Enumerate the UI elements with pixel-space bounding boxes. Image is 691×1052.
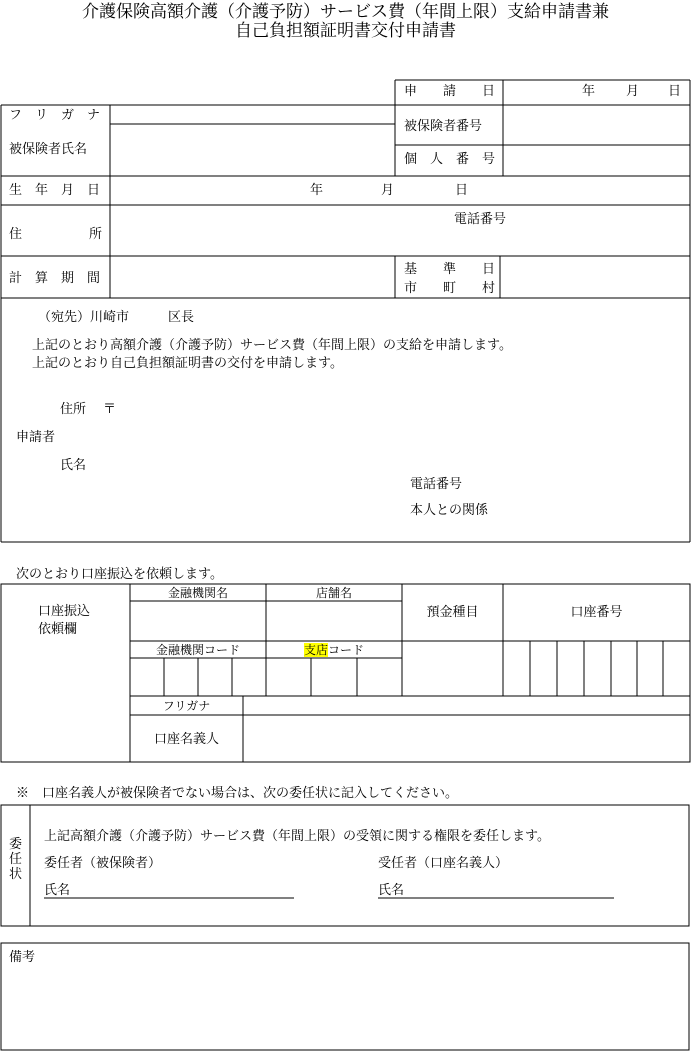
delegator-label: 委任者（被保険者） — [44, 856, 162, 871]
branch-name-label: 店舗名 — [315, 586, 352, 600]
deposit-type-input[interactable] — [403, 642, 502, 695]
branch-code-highlight: 支店 — [303, 643, 328, 657]
proxy-statement: 上記高額介護（介護予防）サービス費（年間上限）の受領に関する権限を委任します。 — [44, 829, 550, 844]
form-title-line2: 自己負担額証明書交付申請書 — [235, 21, 456, 41]
proxy-side-label-1: 委 — [9, 837, 23, 852]
birth-month-label: 月 — [381, 183, 395, 198]
period-input[interactable] — [111, 257, 394, 297]
applicant-phone-label: 電話番号 — [410, 477, 463, 492]
bank-section-label-2: 依頼欄 — [38, 622, 78, 637]
bank-section-label-1: 口座振込 — [38, 604, 91, 619]
branch-code-label — [266, 644, 402, 656]
insured-name-label: 被保険者氏名 — [9, 142, 88, 157]
account-holder-input[interactable] — [244, 716, 689, 761]
applicant-name-label: 氏名 — [60, 458, 87, 473]
account-number-label: 口座番号 — [570, 605, 623, 620]
insured-number-input[interactable] — [504, 106, 689, 144]
applicant-label: 申請者 — [16, 430, 56, 445]
birth-day-label: 日 — [455, 183, 469, 198]
birthdate-label: 生 年 月 日 — [9, 183, 101, 198]
delegator-name-input[interactable] — [72, 880, 294, 898]
ref-date-input[interactable] — [501, 257, 689, 297]
address-label-right: 所 — [89, 227, 103, 242]
furigana-label: フ リ ガ ナ — [9, 108, 101, 123]
form-title-line1: 介護保険高額介護（介護予防）サービス費（年間上限）支給申請書兼 — [82, 2, 609, 22]
account-furigana-label: フリガナ — [162, 699, 211, 713]
branch-code-suffix: コード — [328, 643, 365, 657]
address-input[interactable] — [111, 206, 689, 255]
municipality-label: 市 町 村 — [404, 281, 496, 296]
remarks-label: 備考 — [9, 950, 36, 965]
institution-name-input[interactable] — [131, 602, 265, 640]
delegatee-name-label: 氏名 — [378, 883, 405, 898]
delegator-name-label: 氏名 — [44, 883, 71, 898]
address-label-left: 住 — [9, 227, 23, 242]
account-holder-label: 口座名義人 — [153, 732, 219, 747]
proxy-side-label-3: 状 — [9, 867, 23, 882]
period-label: 計 算 期 間 — [9, 271, 101, 286]
relation-label: 本人との関係 — [410, 503, 489, 518]
insured-name-input[interactable] — [111, 125, 394, 175]
apply-year-label: 年 — [582, 84, 596, 99]
branch-name-input[interactable] — [267, 602, 401, 640]
proxy-note: ※ 口座名義人が被保険者でない場合は、次の委任状に記入してください。 — [16, 786, 459, 801]
birth-year-label: 年 — [310, 183, 324, 198]
institution-code-label: 金融機関コード — [155, 643, 240, 657]
statement-payment: 上記のとおり高額介護（介護予防）サービス費（年間上限）の支給を申請します。 — [32, 338, 512, 353]
delegatee-label: 受任者（口座名義人） — [378, 856, 509, 871]
deposit-type-label: 預金種目 — [426, 605, 479, 620]
proxy-side-label-2: 任 — [9, 852, 23, 867]
personal-number-label: 個 人 番 号 — [404, 152, 496, 167]
apply-day-label: 日 — [668, 84, 682, 99]
statement-certificate: 上記のとおり自己負担額証明書の交付を申請します。 — [32, 356, 343, 371]
account-furigana-input[interactable] — [244, 697, 689, 714]
addressee: （宛先）川崎市 区長 — [38, 310, 195, 325]
applicant-address-label: 住所 — [60, 402, 87, 417]
ref-date-label: 基 準 日 — [404, 262, 496, 277]
apply-month-label: 月 — [626, 84, 640, 99]
address-phone-label: 電話番号 — [454, 212, 507, 227]
bank-intro: 次のとおり口座振込を依頼します。 — [16, 567, 223, 582]
insured-number-label: 被保険者番号 — [404, 119, 483, 134]
delegatee-name-input[interactable] — [406, 880, 614, 898]
institution-name-label: 金融機関名 — [167, 586, 228, 600]
remarks-input[interactable] — [2, 966, 688, 1049]
postal-mark: 〒 — [103, 402, 117, 417]
personal-number-input[interactable] — [504, 146, 689, 175]
furigana-input[interactable] — [111, 106, 394, 123]
apply-date-label: 申 請 日 — [404, 84, 496, 99]
